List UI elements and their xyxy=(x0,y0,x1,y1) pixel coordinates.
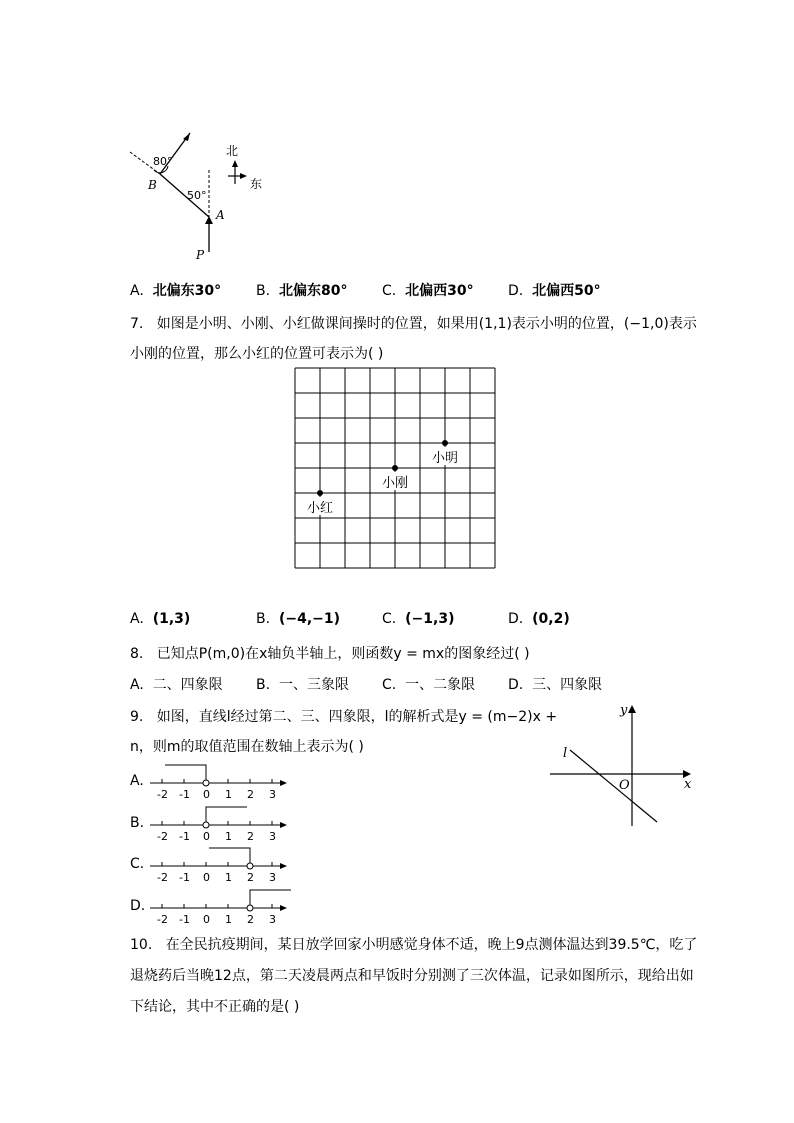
q9-b-tick-marks xyxy=(162,821,272,825)
q6-north-label: 北 xyxy=(226,144,239,158)
q9-a-tick-label: 0 xyxy=(203,788,210,801)
q9-b-range xyxy=(206,807,247,822)
q9-a-tick-marks xyxy=(162,779,272,783)
q8-option-b-letter: B. xyxy=(256,677,271,693)
q6-option-a-letter: A. xyxy=(130,283,144,299)
q9-c-tick-label: -1 xyxy=(179,871,190,884)
q9-option-c-numberline[interactable] xyxy=(145,843,295,885)
q6-arrowhead-b xyxy=(183,133,190,141)
q9-a-tick-label: 2 xyxy=(247,788,254,801)
q6-compass-east-arrow xyxy=(240,173,247,179)
q9-a-tick-label: -1 xyxy=(179,788,190,801)
q9-b-tick-label: 0 xyxy=(203,830,210,843)
q6-option-b-letter: B. xyxy=(256,283,271,299)
q9-line1: 如图，直线l经过第二、三、四象限，l的解析式是y = (m−2)x + xyxy=(156,709,558,725)
q8-option-b[interactable] xyxy=(256,674,349,694)
q9-line-figure xyxy=(545,700,695,830)
q7-option-c-letter: C. xyxy=(382,611,397,627)
q6-angle1: 80° xyxy=(153,155,173,168)
q10-line1: 在全民抗疫期间，某日放学回家小明感觉身体不适，晚上9点测体温达到39.5℃，吃了 xyxy=(165,937,698,953)
q9-b-tick-label: -2 xyxy=(157,830,168,843)
q8-text: 已知点P(m,0)在x轴负半轴上，则函数y = mx的图象经过( ) xyxy=(156,646,530,662)
q10-number: 10. xyxy=(130,937,153,953)
q7-line1: 如图是小明、小刚、小红做课间操时的位置，如果用(1,1)表示小明的位置，(−1,0)表示 xyxy=(156,316,697,332)
q8-option-a-text: 二、四象限 xyxy=(152,677,223,693)
q9-x-label: x xyxy=(684,777,692,792)
q9-option-d-letter[interactable]: D. xyxy=(130,898,146,914)
q7-option-b-letter: B. xyxy=(256,611,271,627)
q7-stem-line2: 小刚的位置，那么小红的位置可表示为( ) xyxy=(130,346,384,362)
q6-arrowhead-a xyxy=(205,216,213,224)
q9-d-tick-label: 3 xyxy=(269,913,276,926)
q9-d-arrow xyxy=(280,905,287,911)
q6-option-d-text: 北偏西50° xyxy=(532,283,601,299)
q9-c-tick-label: -2 xyxy=(157,871,168,884)
q7-stem-line1 xyxy=(130,313,697,333)
q9-origin-label: O xyxy=(619,778,630,793)
q9-c-tick-label: 2 xyxy=(247,871,254,884)
q7-option-b-text: (−4,−1) xyxy=(278,611,341,627)
q10-stem-line3: 下结论，其中不正确的是( ) xyxy=(130,999,300,1015)
q7-option-a-text: (1,3) xyxy=(152,611,191,627)
q7-number: 7. xyxy=(130,316,144,332)
q6-option-c[interactable] xyxy=(382,280,474,300)
q7-point-gang xyxy=(392,465,398,471)
q9-a-tick-label: -2 xyxy=(157,788,168,801)
q9-c-tick-marks xyxy=(162,862,272,866)
q7-label-ming: 小明 xyxy=(432,451,459,466)
q7-label-gang: 小刚 xyxy=(382,476,409,491)
q8-option-a[interactable] xyxy=(130,674,223,694)
q7-grid-figure xyxy=(290,363,505,573)
q7-option-d[interactable] xyxy=(508,611,570,627)
q7-option-a-letter: A. xyxy=(130,611,144,627)
q9-b-tick-label: 1 xyxy=(225,830,232,843)
q6-compass-north-arrow xyxy=(232,160,238,167)
q7-point-ming xyxy=(442,440,448,446)
q7-option-c[interactable] xyxy=(382,611,454,627)
q9-b-tick-label: -1 xyxy=(179,830,190,843)
q7-point-hong xyxy=(317,490,323,496)
q9-c-open-point xyxy=(247,863,253,869)
q6-option-a-text: 北偏东30° xyxy=(152,283,222,299)
q7-label-hong: 小红 xyxy=(307,501,334,516)
q7-option-d-letter: D. xyxy=(508,611,524,627)
q9-d-range xyxy=(250,890,291,905)
q9-y-label: y xyxy=(620,703,628,718)
q6-option-c-text: 北偏西30° xyxy=(405,283,474,299)
q9-c-arrow xyxy=(280,863,287,869)
q9-d-tick-label: 1 xyxy=(225,913,232,926)
q8-option-a-letter: A. xyxy=(130,677,144,693)
q9-a-arrow xyxy=(280,780,287,786)
q9-d-tick-label: 2 xyxy=(247,913,254,926)
q8-option-d-text: 三、四象限 xyxy=(532,677,603,693)
q9-line-l xyxy=(570,750,657,822)
q6-point-p: P xyxy=(196,248,205,262)
q8-option-d[interactable] xyxy=(508,674,602,694)
q9-option-a-letter[interactable]: A. xyxy=(130,773,144,789)
q6-point-b: B xyxy=(148,178,157,192)
q9-number: 9. xyxy=(130,709,144,725)
q9-d-tick-label: 0 xyxy=(203,913,210,926)
q9-stem-line1 xyxy=(130,706,557,726)
q9-option-c-letter[interactable]: C. xyxy=(130,856,145,872)
q6-direction-figure xyxy=(120,130,280,265)
q9-c-range xyxy=(209,848,250,863)
q7-option-c-text: (−1,3) xyxy=(405,611,455,627)
q6-angle2: 50° xyxy=(187,189,207,202)
q9-d-tick-label: -1 xyxy=(179,913,190,926)
q9-a-tick-label: 3 xyxy=(269,788,276,801)
q7-option-a[interactable] xyxy=(130,611,190,627)
q8-option-c[interactable] xyxy=(382,674,475,694)
q9-d-tick-marks xyxy=(162,904,272,908)
q9-option-d-numberline[interactable] xyxy=(145,885,295,927)
q9-b-arrow xyxy=(280,822,287,828)
q8-option-c-text: 一、二象限 xyxy=(405,677,476,693)
q6-option-a[interactable] xyxy=(130,280,221,300)
q8-stem xyxy=(130,643,530,663)
q6-option-b[interactable] xyxy=(256,280,347,300)
q6-option-d-letter: D. xyxy=(508,283,524,299)
q9-d-open-point xyxy=(247,905,253,911)
q9-option-b-letter[interactable]: B. xyxy=(130,815,145,831)
q8-number: 8. xyxy=(130,646,144,662)
q6-point-a: A xyxy=(216,208,225,222)
q9-a-open-point xyxy=(203,780,209,786)
q9-line-label: l xyxy=(563,746,568,761)
q9-a-range xyxy=(165,765,206,780)
q7-option-d-text: (0,2) xyxy=(532,611,570,627)
q9-c-tick-label: 1 xyxy=(225,871,232,884)
q9-c-tick-label: 3 xyxy=(269,871,276,884)
q9-b-tick-label: 3 xyxy=(269,830,276,843)
q9-d-tick-label: -2 xyxy=(157,913,168,926)
q9-y-arrow xyxy=(628,705,636,713)
q9-stem-line2: n，则m的取值范围在数轴上表示为( ) xyxy=(130,739,364,755)
q6-east-label: 东 xyxy=(250,177,263,191)
q10-stem-line1 xyxy=(130,934,697,954)
q10-stem-line2: 退烧药后当晚12点，第二天凌晨两点和早饭时分别测了三次体温，记录如图所示，现给出如 xyxy=(130,968,694,984)
q9-c-tick-label: 0 xyxy=(203,871,210,884)
q6-option-c-letter: C. xyxy=(382,283,397,299)
q9-a-tick-label: 1 xyxy=(225,788,232,801)
q9-b-open-point xyxy=(203,822,209,828)
q6-option-b-text: 北偏东80° xyxy=(278,283,348,299)
q9-option-b-numberline[interactable] xyxy=(145,802,295,844)
q7-option-b[interactable] xyxy=(256,611,340,627)
q9-b-tick-label: 2 xyxy=(247,830,254,843)
q6-option-d[interactable] xyxy=(508,280,601,300)
q8-option-c-letter: C. xyxy=(382,677,397,693)
q8-option-d-letter: D. xyxy=(508,677,524,693)
q9-option-a-numberline[interactable] xyxy=(145,760,295,802)
q8-option-b-text: 一、三象限 xyxy=(278,677,349,693)
